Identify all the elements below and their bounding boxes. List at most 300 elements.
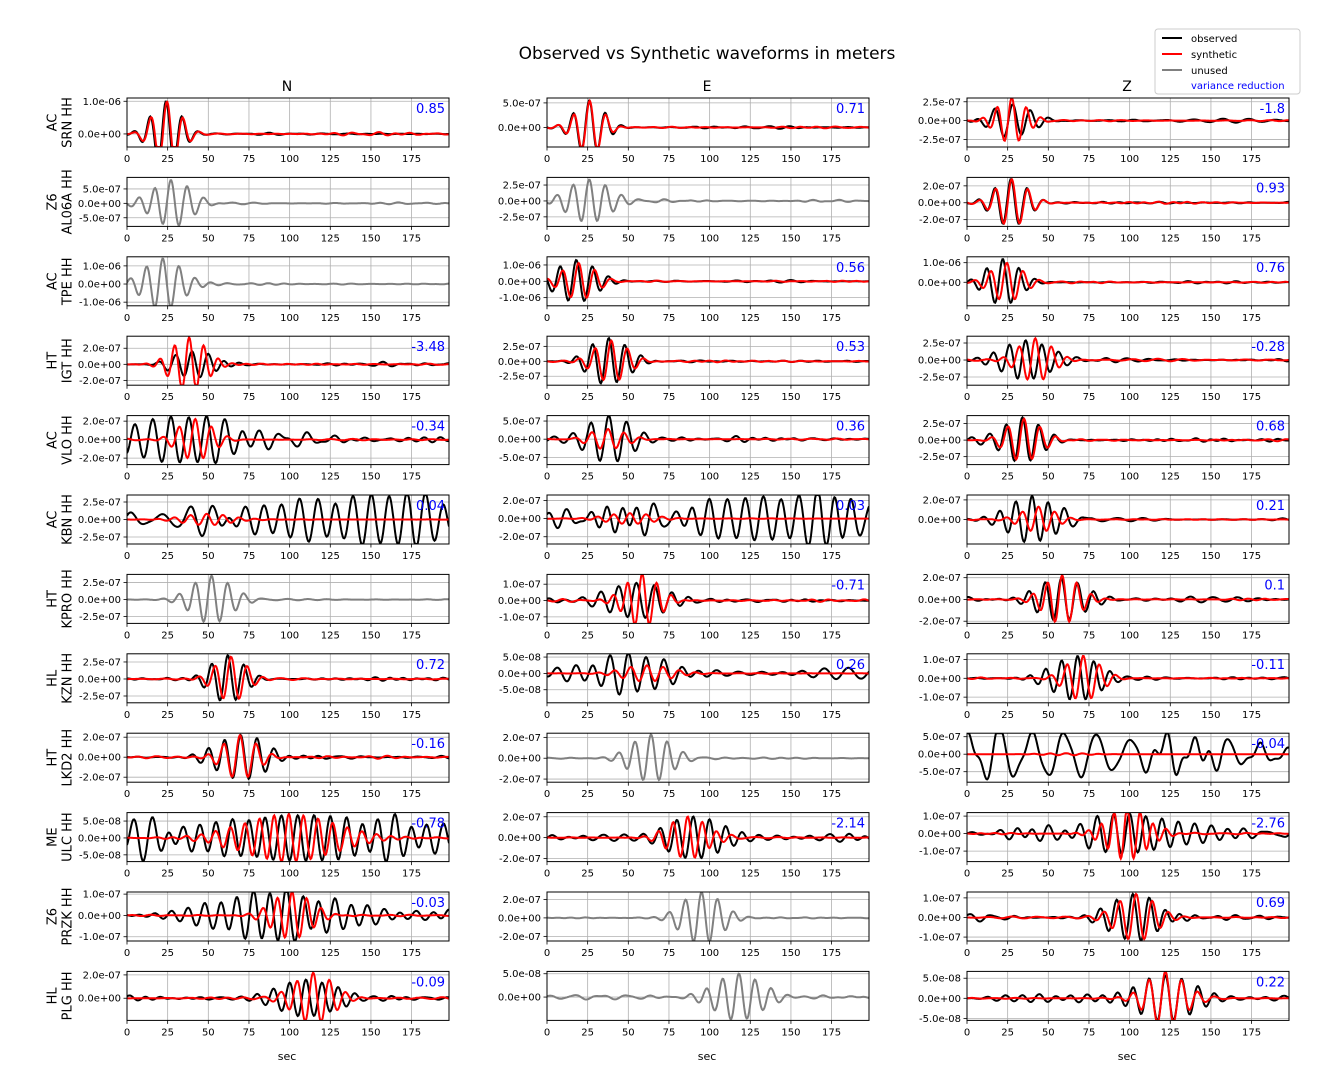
variance-reduction-label: -0.28 bbox=[1251, 340, 1285, 356]
y-tick-label: 0.0e+00 bbox=[77, 435, 121, 447]
station-channel: SRN HH bbox=[60, 97, 76, 148]
y-tick-label: 0.0e+00 bbox=[77, 910, 121, 922]
x-tick-label: 0 bbox=[543, 154, 551, 165]
x-tick-label: 175 bbox=[822, 789, 842, 801]
x-tick-label: 100 bbox=[1120, 233, 1140, 245]
x-tick-label: 150 bbox=[1201, 948, 1221, 959]
station-label bbox=[46, 494, 76, 545]
variance-reduction-label: -0.78 bbox=[411, 816, 445, 832]
x-tick-label: 75 bbox=[1082, 471, 1096, 483]
station-label bbox=[46, 888, 76, 946]
x-tick-label: 0 bbox=[543, 551, 551, 562]
x-tick-label: 25 bbox=[161, 948, 175, 959]
y-tick-label: 2.0e-07 bbox=[82, 970, 121, 982]
y-tick-label: 5.0e-07 bbox=[502, 416, 541, 428]
y-tick-label: 5.0e-08 bbox=[502, 652, 541, 664]
x-tick-label: 25 bbox=[161, 868, 175, 880]
station-network: HT bbox=[45, 351, 61, 370]
x-tick-label: 25 bbox=[581, 948, 595, 959]
station-row bbox=[46, 969, 1289, 1038]
x-tick-label: 0 bbox=[543, 868, 551, 880]
x-tick-label: 75 bbox=[1082, 154, 1096, 165]
x-tick-label: 25 bbox=[161, 1027, 175, 1039]
x-tick-label: 100 bbox=[700, 709, 720, 721]
legend-label-observed: observed bbox=[1191, 34, 1238, 45]
x-tick-label: 150 bbox=[1201, 630, 1221, 642]
panel-background bbox=[547, 654, 869, 703]
variance-reduction-label: 0.36 bbox=[836, 419, 865, 435]
y-tick-label: -2.0e-07 bbox=[79, 375, 121, 387]
panel-background bbox=[127, 971, 449, 1020]
x-tick-label: 125 bbox=[1160, 948, 1180, 959]
y-tick-label: -2.5e-07 bbox=[919, 452, 961, 464]
station-network: ME bbox=[45, 827, 61, 847]
x-tick-label: 25 bbox=[1001, 1027, 1015, 1039]
x-tick-label: 75 bbox=[662, 392, 676, 404]
y-tick-label: 2.5e-07 bbox=[502, 180, 541, 192]
x-tick-label: 75 bbox=[1082, 948, 1096, 959]
x-tick-label: 25 bbox=[161, 312, 175, 324]
x-tick-label: 0 bbox=[963, 312, 971, 324]
x-tick-label: 100 bbox=[280, 630, 300, 642]
y-tick-label: 2.0e-07 bbox=[82, 416, 121, 428]
x-tick-label: 175 bbox=[822, 233, 842, 245]
variance-reduction-label: 0.76 bbox=[1256, 260, 1285, 276]
variance-reduction-label: -0.03 bbox=[411, 896, 445, 911]
x-tick-label: 175 bbox=[1242, 392, 1262, 404]
x-tick-label: 125 bbox=[1160, 392, 1180, 404]
y-tick-label: -2.5e-07 bbox=[919, 134, 961, 146]
x-tick-label: 75 bbox=[242, 233, 256, 245]
y-tick-label: 2.0e-07 bbox=[922, 573, 961, 585]
y-tick-label: 1.0e-07 bbox=[922, 893, 961, 905]
x-tick-label: 0 bbox=[963, 948, 971, 959]
x-tick-label: 150 bbox=[361, 312, 381, 324]
y-tick-label: 0.0e+00 bbox=[497, 356, 541, 368]
x-tick-label: 0 bbox=[963, 154, 971, 165]
x-tick-label: 50 bbox=[1041, 789, 1055, 801]
y-tick-label: 0.0e+00 bbox=[917, 435, 961, 447]
panel-z bbox=[918, 892, 1289, 959]
x-tick-label: 175 bbox=[402, 630, 422, 642]
y-tick-label: 2.5e-07 bbox=[82, 578, 121, 590]
panel-e bbox=[498, 416, 869, 483]
x-tick-label: 100 bbox=[1120, 471, 1140, 483]
x-tick-label: 0 bbox=[963, 551, 971, 562]
x-tick-label: 25 bbox=[161, 789, 175, 801]
station-network: AC bbox=[45, 431, 61, 449]
y-tick-label: -2.0e-07 bbox=[499, 532, 541, 544]
panel-z bbox=[918, 177, 1289, 244]
x-tick-label: 0 bbox=[123, 1027, 131, 1039]
variance-reduction-label: 0.26 bbox=[836, 657, 865, 673]
x-tick-label: 0 bbox=[543, 948, 551, 959]
y-tick-label: 0.0e+00 bbox=[917, 355, 961, 367]
panel-n bbox=[78, 574, 449, 641]
y-tick-label: -5.0e-07 bbox=[79, 213, 121, 225]
y-tick-label: -1.0e-07 bbox=[919, 932, 961, 944]
x-tick-label: 25 bbox=[581, 233, 595, 245]
column-header-z: Z bbox=[1122, 79, 1132, 95]
x-tick-label: 125 bbox=[320, 312, 340, 324]
station-label bbox=[46, 169, 76, 234]
x-tick-label: 150 bbox=[361, 948, 381, 959]
x-tick-label: 50 bbox=[621, 233, 635, 245]
panel-background bbox=[127, 336, 449, 385]
x-tick-label: 50 bbox=[1041, 154, 1055, 165]
y-tick-label: -5.0e-08 bbox=[919, 1013, 961, 1025]
x-tick-label: 150 bbox=[361, 551, 381, 562]
y-tick-label: 5.0e-08 bbox=[82, 816, 121, 828]
x-tick-label: 150 bbox=[781, 233, 801, 245]
x-tick-label: 50 bbox=[201, 312, 215, 324]
y-tick-label: -1.0e-07 bbox=[919, 846, 961, 858]
x-tick-label: 150 bbox=[1201, 868, 1221, 880]
y-tick-label: -5.0e-08 bbox=[79, 850, 121, 862]
panel-e bbox=[498, 177, 869, 244]
y-tick-label: -2.0e-07 bbox=[499, 931, 541, 943]
station-row bbox=[46, 169, 1289, 244]
x-tick-label: 75 bbox=[662, 789, 676, 801]
y-tick-label: 0.0e+00 bbox=[77, 752, 121, 764]
x-tick-label: 0 bbox=[963, 789, 971, 801]
x-tick-label: 150 bbox=[781, 1027, 801, 1039]
x-tick-label: 150 bbox=[781, 868, 801, 880]
station-channel: IGT HH bbox=[60, 338, 76, 384]
x-tick-label: 75 bbox=[242, 154, 256, 165]
variance-reduction-label: -2.76 bbox=[1251, 816, 1285, 832]
y-tick-label: -2.0e-07 bbox=[919, 215, 961, 227]
variance-reduction-label: 0.85 bbox=[416, 102, 445, 117]
x-tick-label: 150 bbox=[1201, 1027, 1221, 1039]
x-tick-label: 0 bbox=[963, 630, 971, 642]
x-tick-label: 25 bbox=[581, 1027, 595, 1039]
x-tick-label: 25 bbox=[581, 630, 595, 642]
x-tick-label: 0 bbox=[123, 948, 131, 959]
x-tick-label: 150 bbox=[781, 709, 801, 721]
x-tick-label: 100 bbox=[1120, 1027, 1140, 1039]
y-tick-label: -5.0e-08 bbox=[499, 685, 541, 697]
x-axis-labels bbox=[278, 1050, 1137, 1063]
x-tick-label: 175 bbox=[822, 1027, 842, 1039]
station-label bbox=[46, 338, 76, 383]
x-tick-label: 50 bbox=[201, 868, 215, 880]
y-tick-label: 5.0e-08 bbox=[922, 973, 961, 985]
y-tick-label: 0.0e+00 bbox=[497, 913, 541, 925]
x-tick-label: 125 bbox=[740, 312, 760, 324]
y-tick-label: 1.0e-06 bbox=[82, 261, 121, 273]
y-tick-label: -1.0e-07 bbox=[919, 692, 961, 704]
panel-n bbox=[78, 336, 449, 403]
station-label bbox=[46, 812, 76, 862]
panel-background bbox=[967, 971, 1289, 1020]
x-tick-label: 50 bbox=[621, 312, 635, 324]
y-tick-label: 0.0e+00 bbox=[917, 116, 961, 128]
x-tick-label: 100 bbox=[280, 789, 300, 801]
x-tick-label: 50 bbox=[621, 630, 635, 642]
x-tick-label: 175 bbox=[1242, 471, 1262, 483]
x-tick-label: 75 bbox=[662, 1027, 676, 1039]
x-tick-label: 125 bbox=[320, 551, 340, 562]
variance-reduction-label: 0.03 bbox=[836, 499, 865, 514]
x-tick-label: 100 bbox=[700, 789, 720, 801]
x-tick-label: 75 bbox=[662, 709, 676, 721]
x-tick-label: 125 bbox=[320, 789, 340, 801]
x-tick-label: 100 bbox=[700, 154, 720, 165]
x-tick-label: 50 bbox=[621, 392, 635, 404]
station-row bbox=[46, 97, 1289, 165]
x-tick-label: 25 bbox=[1001, 709, 1015, 721]
x-tick-label: 175 bbox=[822, 392, 842, 404]
x-tick-label: 175 bbox=[402, 551, 422, 562]
x-tick-label: 125 bbox=[1160, 233, 1180, 245]
x-tick-label: 50 bbox=[201, 630, 215, 642]
x-tick-label: 175 bbox=[402, 948, 422, 959]
x-tick-label: 175 bbox=[402, 868, 422, 880]
x-tick-label: 25 bbox=[1001, 948, 1015, 959]
panel-z bbox=[918, 971, 1289, 1038]
y-tick-label: 1.0e-07 bbox=[922, 811, 961, 823]
x-tick-label: 175 bbox=[822, 948, 842, 959]
x-tick-label: 175 bbox=[822, 709, 842, 721]
panel-n bbox=[78, 733, 449, 801]
x-tick-label: 75 bbox=[662, 630, 676, 642]
variance-reduction-label: 0.04 bbox=[416, 499, 445, 514]
x-tick-label: 175 bbox=[1242, 233, 1262, 245]
x-tick-label: 50 bbox=[1041, 1027, 1055, 1039]
x-tick-label: 125 bbox=[740, 392, 760, 404]
x-tick-label: 150 bbox=[1201, 392, 1221, 404]
panel-e bbox=[498, 969, 869, 1038]
x-tick-label: 0 bbox=[963, 868, 971, 880]
x-tick-label: 125 bbox=[740, 868, 760, 880]
y-tick-label: -5.0e-07 bbox=[499, 452, 541, 464]
y-tick-label: 0.0e+00 bbox=[77, 993, 121, 1005]
panel-z bbox=[918, 97, 1289, 165]
x-tick-label: 175 bbox=[822, 471, 842, 483]
x-tick-label: 125 bbox=[1160, 1027, 1180, 1039]
x-tick-label: 25 bbox=[1001, 630, 1015, 642]
x-tick-label: 100 bbox=[280, 551, 300, 562]
x-tick-label: 50 bbox=[1041, 392, 1055, 404]
y-tick-label: 2.0e-07 bbox=[82, 732, 121, 744]
y-tick-label: 0.0e+00 bbox=[917, 198, 961, 210]
x-tick-label: 125 bbox=[320, 868, 340, 880]
x-tick-label: 25 bbox=[1001, 551, 1015, 562]
x-tick-label: 150 bbox=[781, 789, 801, 801]
panel-z bbox=[918, 416, 1289, 483]
y-tick-label: 2.5e-07 bbox=[82, 497, 121, 509]
variance-reduction-label: -0.09 bbox=[411, 975, 445, 991]
x-tick-label: 150 bbox=[781, 471, 801, 483]
x-tick-label: 0 bbox=[543, 630, 551, 642]
x-tick-label: 175 bbox=[822, 868, 842, 880]
x-tick-label: 100 bbox=[280, 709, 300, 721]
x-tick-label: 0 bbox=[543, 233, 551, 245]
y-tick-label: 0.0e+00 bbox=[497, 833, 541, 845]
x-tick-label: 0 bbox=[123, 392, 131, 404]
station-label bbox=[46, 569, 76, 628]
x-tick-label: 150 bbox=[361, 154, 381, 165]
y-tick-label: -1.0e-07 bbox=[79, 932, 121, 944]
panel-n bbox=[78, 416, 449, 483]
x-tick-label: 150 bbox=[361, 233, 381, 245]
x-tick-label: 125 bbox=[740, 551, 760, 562]
x-tick-label: 50 bbox=[201, 392, 215, 404]
panel-background bbox=[127, 98, 449, 147]
station-row bbox=[46, 653, 1289, 721]
variance-reduction-label: -0.11 bbox=[1251, 657, 1285, 673]
y-tick-label: 0.0e+00 bbox=[917, 993, 961, 1005]
x-tick-label: 150 bbox=[1201, 312, 1221, 324]
station-network: HT bbox=[45, 748, 61, 767]
x-tick-label: 25 bbox=[1001, 312, 1015, 324]
y-tick-label: 0.0e+00 bbox=[77, 833, 121, 845]
x-tick-label: 100 bbox=[700, 630, 720, 642]
x-tick-label: 0 bbox=[123, 551, 131, 562]
x-tick-label: 125 bbox=[740, 154, 760, 165]
station-network: Z6 bbox=[45, 907, 61, 926]
x-tick-label: 50 bbox=[1041, 948, 1055, 959]
station-network: HT bbox=[45, 590, 61, 608]
x-tick-label: 25 bbox=[581, 154, 595, 165]
x-tick-label: 0 bbox=[543, 1027, 551, 1039]
y-tick-label: 2.0e-07 bbox=[82, 343, 121, 355]
panel-e bbox=[498, 495, 869, 562]
x-tick-label: 75 bbox=[662, 868, 676, 880]
x-tick-label: 0 bbox=[963, 392, 971, 404]
x-tick-label: 175 bbox=[1242, 312, 1262, 324]
station-row bbox=[46, 569, 1289, 641]
x-tick-label: 0 bbox=[963, 471, 971, 483]
y-tick-label: -1.0e-07 bbox=[499, 612, 541, 624]
legend-label-unused: unused bbox=[1191, 66, 1228, 77]
x-tick-label: 0 bbox=[543, 789, 551, 801]
x-tick-label: 0 bbox=[123, 233, 131, 245]
panel-z bbox=[918, 495, 1289, 562]
variance-reduction-label: 0.72 bbox=[416, 657, 445, 673]
x-tick-label: 50 bbox=[201, 789, 215, 801]
panel-e bbox=[498, 574, 869, 641]
x-tick-label: 75 bbox=[662, 948, 676, 959]
x-axis-label-n: sec bbox=[277, 1050, 297, 1063]
x-tick-label: 50 bbox=[201, 154, 215, 165]
x-tick-label: 125 bbox=[740, 630, 760, 642]
x-tick-label: 175 bbox=[1242, 868, 1262, 880]
variance-reduction-label: -3.48 bbox=[411, 340, 445, 356]
x-tick-label: 75 bbox=[1082, 630, 1096, 642]
y-tick-label: 0.0e+00 bbox=[917, 749, 961, 761]
x-tick-label: 150 bbox=[781, 551, 801, 562]
x-tick-label: 25 bbox=[581, 471, 595, 483]
x-tick-label: 75 bbox=[1082, 233, 1096, 245]
chart-title: Observed vs Synthetic waveforms in meters bbox=[518, 44, 896, 64]
y-tick-label: 0.0e+00 bbox=[497, 753, 541, 765]
station-row bbox=[46, 336, 1289, 403]
x-tick-label: 100 bbox=[1120, 789, 1140, 801]
station-channel: KBN HH bbox=[60, 494, 76, 545]
x-tick-label: 50 bbox=[1041, 868, 1055, 880]
y-tick-label: 0.0e+00 bbox=[917, 277, 961, 289]
x-tick-label: 25 bbox=[161, 233, 175, 245]
x-tick-label: 0 bbox=[123, 789, 131, 801]
station-channel: VLO HH bbox=[60, 415, 76, 465]
x-tick-label: 0 bbox=[543, 312, 551, 324]
x-tick-label: 100 bbox=[280, 471, 300, 483]
x-tick-label: 100 bbox=[700, 1027, 720, 1039]
x-tick-label: 100 bbox=[700, 233, 720, 245]
y-tick-label: 0.0e+00 bbox=[77, 674, 121, 686]
x-tick-label: 75 bbox=[662, 312, 676, 324]
x-tick-label: 0 bbox=[123, 709, 131, 721]
y-tick-label: 0.0e+00 bbox=[77, 515, 121, 526]
column-header-n: N bbox=[281, 79, 293, 95]
x-tick-label: 175 bbox=[822, 551, 842, 562]
y-tick-label: 1.0e-06 bbox=[922, 258, 961, 270]
panel-n bbox=[78, 257, 449, 324]
x-tick-label: 125 bbox=[320, 630, 340, 642]
y-tick-label: 2.0e-07 bbox=[502, 812, 541, 824]
legend-label-variance-reduction: variance reduction bbox=[1191, 81, 1285, 92]
x-tick-label: 175 bbox=[822, 312, 842, 324]
x-tick-label: 50 bbox=[1041, 630, 1055, 642]
x-tick-label: 50 bbox=[1041, 312, 1055, 324]
x-tick-label: 50 bbox=[201, 551, 215, 562]
y-tick-label: 0.0e+00 bbox=[77, 279, 121, 291]
y-tick-label: -1.0e-06 bbox=[79, 297, 121, 309]
x-tick-label: 175 bbox=[822, 630, 842, 642]
x-tick-label: 125 bbox=[1160, 551, 1180, 562]
x-tick-label: 75 bbox=[1082, 392, 1096, 404]
x-tick-label: 50 bbox=[621, 709, 635, 721]
y-tick-label: -2.5e-07 bbox=[919, 372, 961, 384]
x-tick-label: 75 bbox=[242, 312, 256, 324]
x-tick-label: 25 bbox=[161, 154, 175, 165]
x-tick-label: 75 bbox=[1082, 551, 1096, 562]
panel-n bbox=[78, 177, 449, 244]
x-tick-label: 0 bbox=[123, 154, 131, 165]
x-tick-label: 100 bbox=[1120, 630, 1140, 642]
x-tick-label: 125 bbox=[740, 948, 760, 959]
panel-z bbox=[918, 257, 1289, 324]
x-tick-label: 50 bbox=[621, 868, 635, 880]
x-tick-label: 125 bbox=[1160, 868, 1180, 880]
x-tick-label: 100 bbox=[280, 392, 300, 404]
station-row bbox=[46, 812, 1289, 880]
panel-n bbox=[78, 654, 449, 721]
x-tick-label: 0 bbox=[963, 233, 971, 245]
x-tick-label: 50 bbox=[1041, 551, 1055, 562]
x-tick-label: 50 bbox=[621, 471, 635, 483]
panel-e bbox=[498, 336, 869, 403]
variance-reduction-label: 0.53 bbox=[836, 340, 865, 356]
station-label bbox=[46, 729, 76, 787]
y-tick-label: 0.0e+00 bbox=[77, 129, 121, 141]
x-tick-label: 175 bbox=[1242, 630, 1262, 642]
x-tick-label: 100 bbox=[1120, 709, 1140, 721]
station-channel: AL06A HH bbox=[60, 169, 76, 235]
panel-z bbox=[918, 573, 1289, 641]
x-tick-label: 175 bbox=[402, 392, 422, 404]
x-tick-label: 100 bbox=[700, 471, 720, 483]
x-tick-label: 150 bbox=[1201, 551, 1221, 562]
y-tick-label: 2.0e-07 bbox=[502, 894, 541, 906]
x-tick-label: 175 bbox=[402, 709, 422, 721]
x-tick-label: 125 bbox=[740, 1027, 760, 1039]
x-tick-label: 125 bbox=[1160, 789, 1180, 801]
y-tick-label: 0.0e+00 bbox=[497, 434, 541, 446]
x-tick-label: 25 bbox=[581, 392, 595, 404]
